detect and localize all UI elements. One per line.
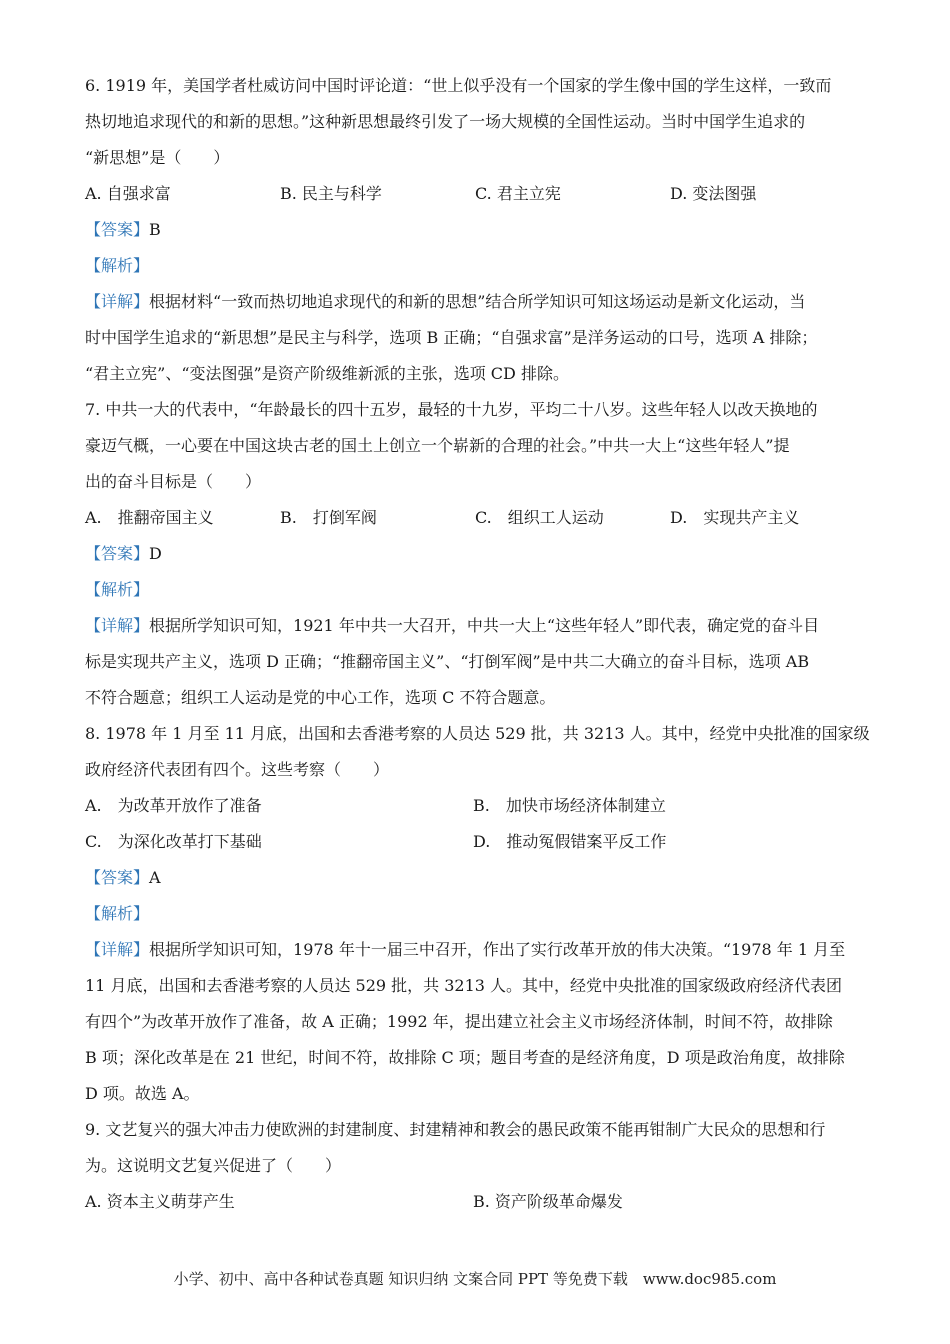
analysis-tag: 【解析】 [85, 904, 150, 923]
option-b: B. 打倒军阀 [280, 508, 377, 527]
option-a: A. 为改革开放作了准备 [85, 796, 262, 815]
question-6 [85, 68, 875, 392]
option-d: D. 推动冤假错案平反工作 [473, 832, 667, 851]
detail-line: 标是实现共产主义，选项 D 正确；“推翻帝国主义”、“打倒军阀”是中共二大确立的奋斗目标，选项 AB [85, 652, 810, 671]
option-a: A. 自强求富 [85, 184, 171, 203]
option-a: A. 推翻帝国主义 [85, 508, 214, 527]
option-d: D. 变法图强 [670, 184, 757, 203]
detail-line: D 项。故选 A。 [85, 1084, 200, 1103]
analysis-tag: 【解析】 [85, 256, 150, 275]
detail-tag: 【详解】 [85, 940, 150, 959]
detail-line: 时中国学生追求的“新思想”是民主与科学，选项 B 正确；“自强求富”是洋务运动的口号，选项 A 排除； [85, 328, 818, 347]
options-row [85, 500, 875, 536]
analysis-line [85, 572, 875, 608]
answer-line [85, 212, 875, 248]
answer-line [85, 860, 875, 896]
question-8 [85, 716, 875, 1112]
detail-line: “君主立宪”、“变法图强”是资产阶级维新派的主张，选项 CD 排除。 [85, 364, 569, 383]
option-c: C. 为深化改革打下基础 [85, 832, 262, 851]
question-stem-line: 政府经济代表团有四个。这些考察（ ） [85, 760, 390, 779]
detail-line [85, 284, 875, 320]
option-b: B. 资产阶级革命爆发 [473, 1192, 623, 1211]
detail-tag: 【详解】 [85, 292, 150, 311]
question-stem-line: 豪迈气概，一心要在中国这块古老的国土上创立一个崭新的合理的社会。”中共一大上“这些年轻人”提 [85, 436, 790, 455]
option-b: B. 民主与科学 [280, 184, 382, 203]
options-row [85, 1184, 875, 1220]
detail-line: 有四个”为改革开放作了准备，故 A 正确；1992 年，提出建立社会主义市场经济体制，时间不符，故排除 [85, 1012, 833, 1031]
option-a: A. 资本主义萌芽产生 [85, 1192, 235, 1211]
analysis-line [85, 896, 875, 932]
analysis-line [85, 248, 875, 284]
detail-text: 根据所学知识可知，1921 年中共一大召开，中共一大上“这些年轻人”即代表，确定党的奋斗目 [149, 616, 820, 635]
options-row [85, 176, 875, 212]
option-c: C. 组织工人运动 [475, 508, 604, 527]
answer-tag: 【答案】 [85, 868, 150, 887]
question-stem-line: “新思想”是（ ） [85, 148, 230, 167]
detail-tag: 【详解】 [85, 616, 150, 635]
detail-text: 根据所学知识可知，1978 年十一届三中召开，作出了实行改革开放的伟大决策。“1978 年 1 月至 [149, 940, 846, 959]
question-stem-line: 9. 文艺复兴的强大冲击力使欧洲的封建制度、封建精神和教会的愚民政策不能再钳制广大民众的思想和行 [85, 1120, 826, 1139]
answer-value: B [149, 220, 161, 239]
answer-tag: 【答案】 [85, 544, 150, 563]
options-row [85, 788, 875, 824]
question-stem-line: 8. 1978 年 1 月至 11 月底，出国和去香港考察的人员达 529 批，共 3213 人。其中，经党中央批准的国家级 [85, 724, 870, 743]
page-footer: 小学、初中、高中各种试卷真题 知识归纳 文案合同 PPT 等免费下载 www.doc985.com [173, 1270, 777, 1288]
exam-page [85, 68, 875, 1220]
detail-line: 不符合题意；组织工人运动是党的中心工作，选项 C 不符合题意。 [85, 688, 556, 707]
option-d: D. 实现共产主义 [670, 508, 800, 527]
answer-value: D [149, 544, 162, 563]
option-b: B. 加快市场经济体制建立 [473, 796, 666, 815]
detail-line [85, 608, 875, 644]
answer-line [85, 536, 875, 572]
question-7 [85, 392, 875, 716]
question-stem-line: 为。这说明文艺复兴促进了（ ） [85, 1156, 342, 1175]
detail-line [85, 932, 875, 968]
question-9 [85, 1112, 875, 1220]
detail-text: 根据材料“一致而热切地追求现代的和新的思想”结合所学知识可知这场运动是新文化运动，当 [149, 292, 806, 311]
question-stem-line: 6. 1919 年，美国学者杜威访问中国时评论道：“世上似乎没有一个国家的学生像中国的学生这样，一致而 [85, 76, 832, 95]
question-stem-line: 出的奋斗目标是（ ） [85, 472, 262, 491]
question-stem-line: 热切地追求现代的和新的思想。”这种新思想最终引发了一场大规模的全国性运动。当时中国学生追求的 [85, 112, 806, 131]
answer-value: A [149, 868, 161, 887]
answer-tag: 【答案】 [85, 220, 150, 239]
option-c: C. 君主立宪 [475, 184, 561, 203]
question-stem-line: 7. 中共一大的代表中，“年龄最长的四十五岁，最轻的十九岁，平均二十八岁。这些年轻人以改天换地的 [85, 400, 818, 419]
detail-line: B 项；深化改革是在 21 世纪，时间不符，故排除 C 项；题目考查的是经济角度，D 项是政治角度，故排除 [85, 1048, 845, 1067]
options-row [85, 824, 875, 860]
detail-line: 11 月底，出国和去香港考察的人员达 529 批，共 3213 人。其中，经党中央批准的国家级政府经济代表团 [85, 976, 843, 995]
analysis-tag: 【解析】 [85, 580, 150, 599]
